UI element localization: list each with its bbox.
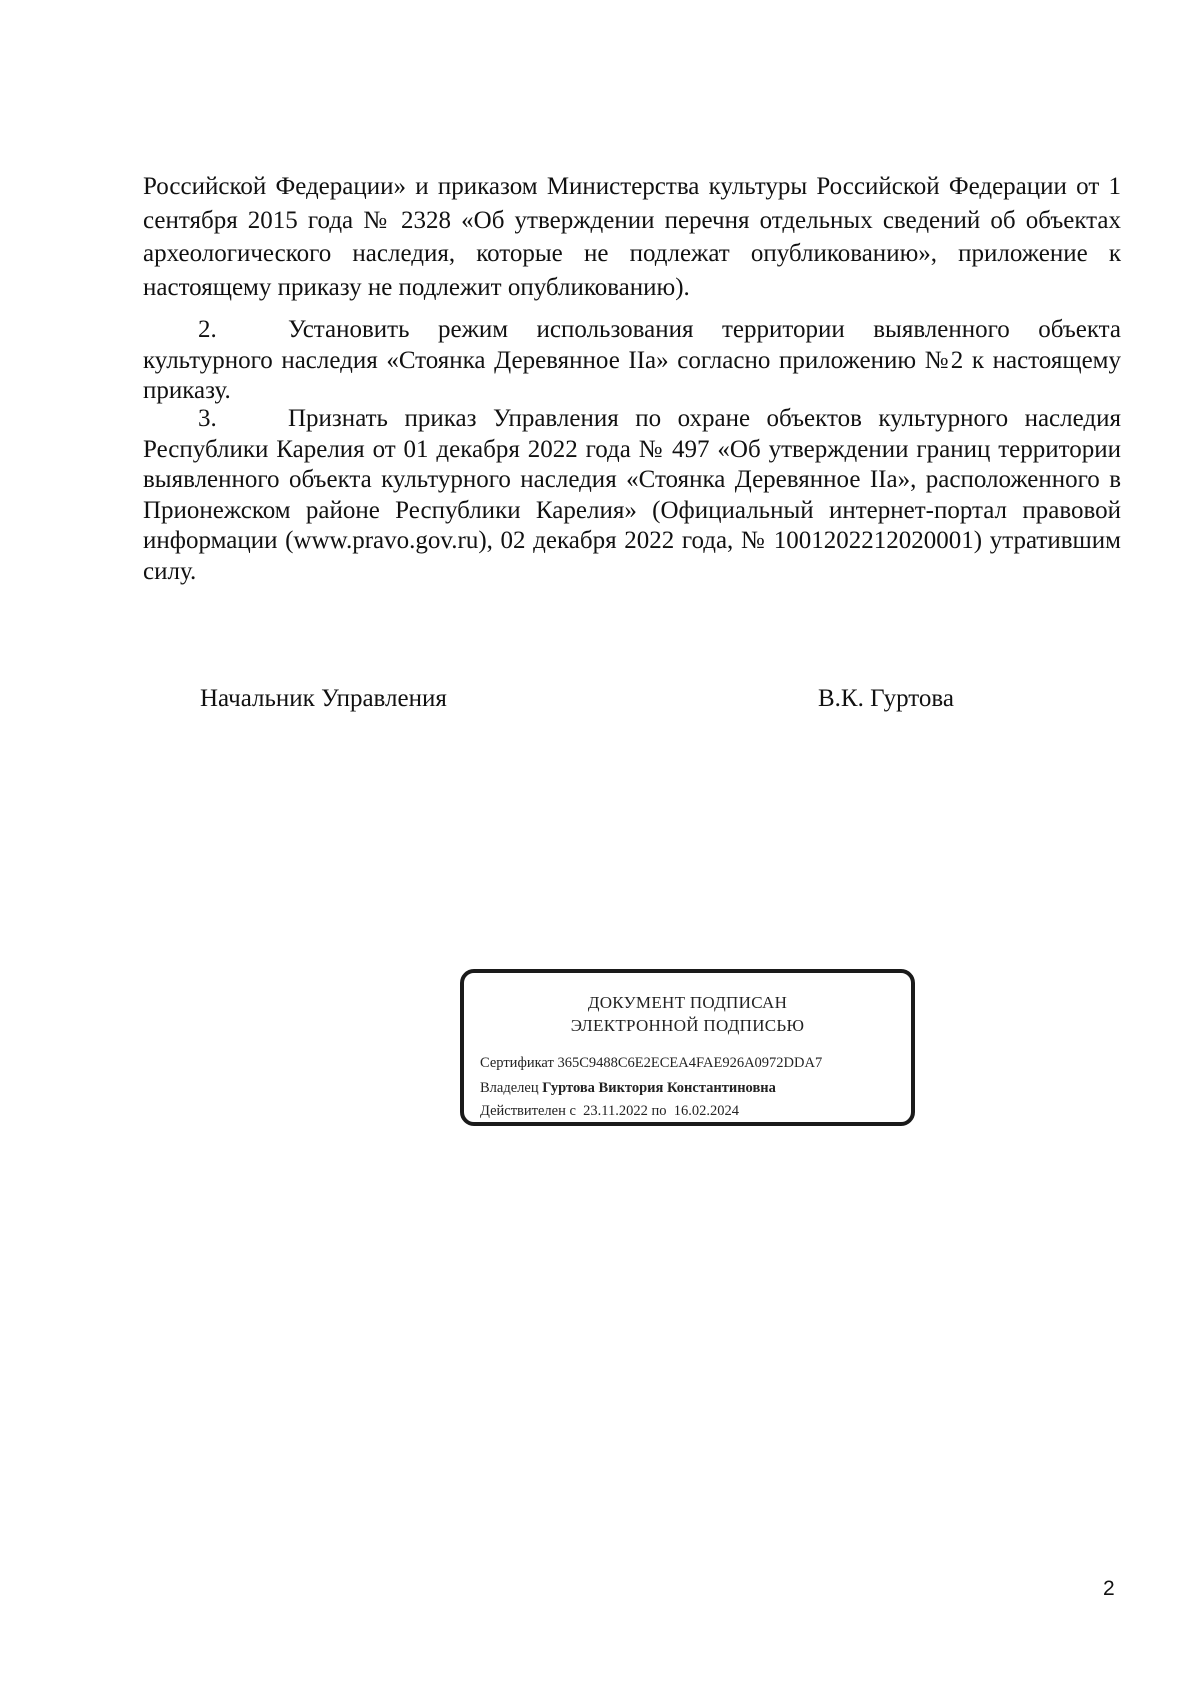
owner-label: Владелец [480,1080,539,1096]
paragraph-2-number: 2. [198,316,217,343]
signatory-title: Начальник Управления [200,685,447,712]
paragraph-3-text: Признать приказ Управления по охране объектов культурного наследия Республики Карелия от 01 декабря 2022 года № 497 «Об утверждении границ территории выявленного объекта культурного наследия «Стоянка Деревянное IIa», расположенного в Прионежском районе Республики Карелия» (Официальный интернет-портал правовой информации (www.pravo.gov.ru), 02 декабря 2022 года, № 1001202212020001) утратившим силу. [143,405,1121,585]
certificate-value: 365C9488C6E2ECEA4FAE926A0972DDA7 [557,1055,823,1071]
electronic-signature-stamp [460,969,915,1126]
stamp-title-line-1: ДОКУМЕНТ ПОДПИСАН [587,993,788,1012]
stamp-certificate [480,1053,822,1073]
paragraph-2 [143,315,1121,407]
page-number: 2 [1103,1577,1115,1600]
valid-from: 23.11.2022 [583,1103,648,1119]
stamp-validity [480,1101,739,1121]
valid-to-label: по [651,1103,667,1119]
certificate-label: Сертификат [480,1055,554,1071]
signatory-name: В.К. Гуртова [818,685,954,712]
valid-to: 16.02.2024 [673,1103,740,1119]
valid-label: Действителен с [480,1103,576,1119]
stamp-owner [480,1078,776,1098]
paragraph-3-number: 3. [198,405,217,432]
paragraph-3 [143,404,1121,587]
continuation-paragraph: Российской Федерации» и приказом Министерства культуры Российской Федерации от 1 сентября 2015 года № 2328 «Об утверждении перечня отдельных сведений об объектах археологического наследия, которые не подлежат опубликованию», приложение к настоящему приказу не подлежит опубликованию). [143,173,1121,301]
stamp-title-line-2: ЭЛЕКТРОННОЙ ПОДПИСЬЮ [570,1016,805,1035]
paragraph-2-text: Установить режим использования территории выявленного объекта культурного наследия «Стоянка Деревянное IIa» согласно приложению №2 к настоящему приказу. [143,316,1121,404]
owner-value: Гуртова Виктория Константиновна [542,1080,776,1096]
